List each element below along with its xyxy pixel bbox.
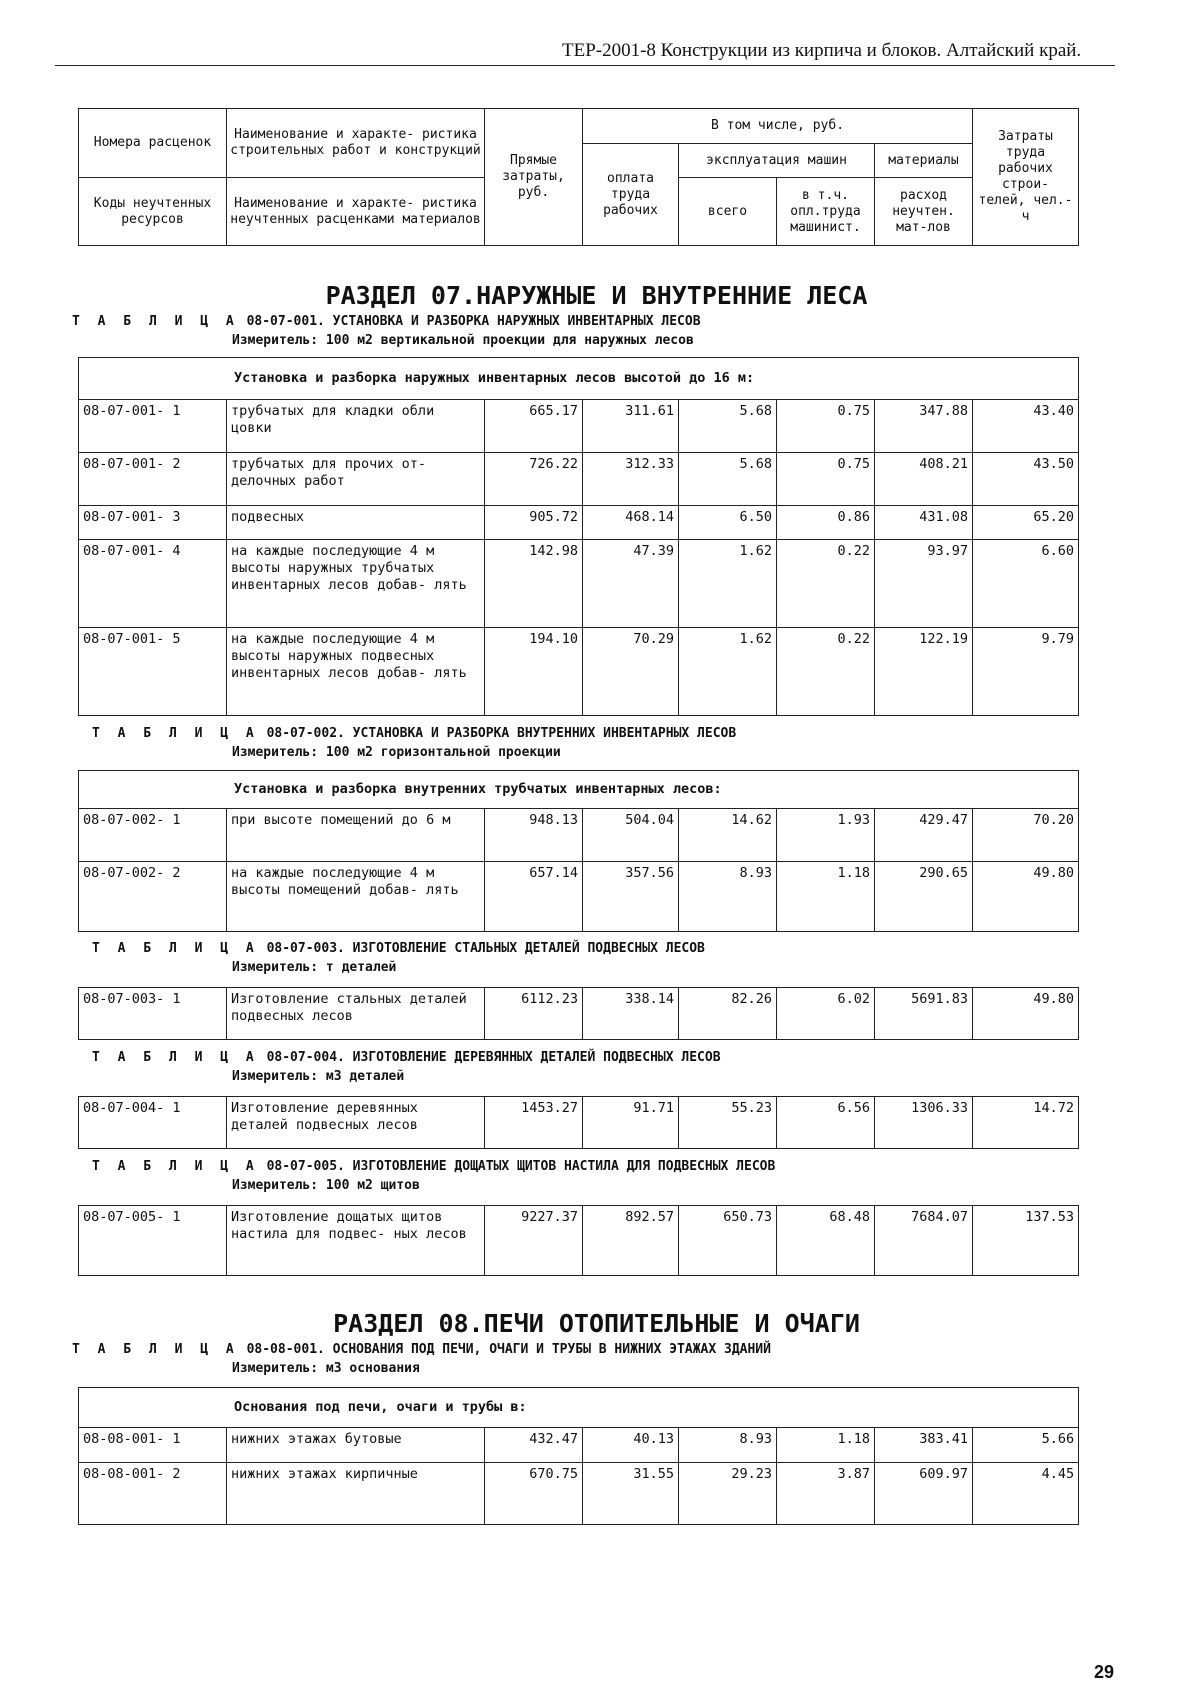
direct-costs: 657.14 [485, 862, 583, 932]
table-08-08-001-measure: Измеритель: м3 основания [232, 1361, 420, 1376]
labor-pay: 892.57 [583, 1206, 679, 1276]
header-labor-pay: оплата труда рабочих [583, 144, 679, 246]
materials: 5691.83 [875, 988, 973, 1040]
materials: 7684.07 [875, 1206, 973, 1276]
rate-code: 08-07-001- 4 [79, 540, 227, 628]
materials: 609.97 [875, 1463, 973, 1525]
header-direct-costs: Прямые затраты, руб. [485, 109, 583, 246]
work-name: при высоте помещений до 6 м [227, 809, 485, 862]
machines-total: 55.23 [679, 1097, 777, 1149]
table-08-07-004-measure: Измеритель: м3 деталей [232, 1069, 405, 1084]
table-08-07-003-measure: Измеритель: т деталей [232, 960, 397, 975]
header-name-bottom: Наименование и характе- ристика неучтенных расценками материалов [227, 178, 485, 246]
direct-costs: 948.13 [485, 809, 583, 862]
table-08-08-001 [78, 1387, 1079, 1525]
rate-code: 08-07-002- 1 [79, 809, 227, 862]
labor-hours: 65.20 [973, 506, 1079, 540]
labor-pay: 504.04 [583, 809, 679, 862]
table-08-07-001-measure: Измеритель: 100 м2 вертикальной проекции для наружных лесов [232, 333, 694, 348]
labor-hours: 4.45 [973, 1463, 1079, 1525]
table-08-07-001-caption: Т А Б Л И Ц А 08-07-001. УСТАНОВКА И РАЗБОРКА НАРУЖНЫХ ИНВЕНТАРНЫХ ЛЕСОВ [72, 314, 701, 329]
rate-code: 08-07-003- 1 [79, 988, 227, 1040]
rate-code: 08-07-004- 1 [79, 1097, 227, 1149]
table-08-07-002-measure: Измеритель: 100 м2 горизонтальной проекции [232, 745, 561, 760]
driver-pay: 68.48 [777, 1206, 875, 1276]
driver-pay: 1.18 [777, 1428, 875, 1463]
labor-pay: 40.13 [583, 1428, 679, 1463]
labor-pay: 31.55 [583, 1463, 679, 1525]
labor-hours: 49.80 [973, 862, 1079, 932]
work-name: трубчатых для прочих от- делочных работ [227, 453, 485, 506]
column-header-table [78, 108, 1079, 246]
materials: 290.65 [875, 862, 973, 932]
header-materials: материалы [875, 144, 973, 178]
work-name: Изготовление деревянных деталей подвесных лесов [227, 1097, 485, 1149]
header-incl-driver-pay: в т.ч. опл.труда машинист. [777, 178, 875, 246]
materials: 347.88 [875, 400, 973, 453]
machines-total: 29.23 [679, 1463, 777, 1525]
group-label: Установка и разборка внутренних трубчатых инвентарных лесов: [79, 771, 1079, 809]
direct-costs: 432.47 [485, 1428, 583, 1463]
table-08-08-001-caption: Т А Б Л И Ц А 08-08-001. ОСНОВАНИЯ ПОД ПЕЧИ, ОЧАГИ И ТРУБЫ В НИЖНИХ ЭТАЖАХ ЗДАНИЙ [72, 1342, 771, 1357]
driver-pay: 1.18 [777, 862, 875, 932]
table-row [79, 400, 1079, 453]
labor-pay: 468.14 [583, 506, 679, 540]
labor-hours: 137.53 [973, 1206, 1079, 1276]
labor-hours: 70.20 [973, 809, 1079, 862]
table-08-07-004-caption: Т А Б Л И Ц А 08-07-004. ИЗГОТОВЛЕНИЕ ДЕРЕВЯННЫХ ДЕТАЛЕЙ ПОДВЕСНЫХ ЛЕСОВ [92, 1050, 721, 1065]
labor-pay: 357.56 [583, 862, 679, 932]
labor-hours: 5.66 [973, 1428, 1079, 1463]
driver-pay: 0.22 [777, 628, 875, 716]
table-row [79, 453, 1079, 506]
work-name: на каждые последующие 4 м высоты наружных подвесных инвентарных лесов добав- лять [227, 628, 485, 716]
direct-costs: 9227.37 [485, 1206, 583, 1276]
header-labor-cost: Затраты труда рабочих строи- телей, чел.-ч [973, 109, 1079, 246]
table-08-07-005-caption: Т А Б Л И Ц А 08-07-005. ИЗГОТОВЛЕНИЕ ДОЩАТЫХ ЩИТОВ НАСТИЛА ДЛЯ ПОДВЕСНЫХ ЛЕСОВ [92, 1159, 776, 1174]
rate-code: 08-07-001- 1 [79, 400, 227, 453]
header-machines-total: всего [679, 178, 777, 246]
direct-costs: 670.75 [485, 1463, 583, 1525]
machines-total: 5.68 [679, 400, 777, 453]
driver-pay: 1.93 [777, 809, 875, 862]
table-row [79, 506, 1079, 540]
labor-hours: 6.60 [973, 540, 1079, 628]
direct-costs: 1453.27 [485, 1097, 583, 1149]
driver-pay: 0.75 [777, 400, 875, 453]
direct-costs: 194.10 [485, 628, 583, 716]
direct-costs: 726.22 [485, 453, 583, 506]
table-08-07-002 [78, 770, 1079, 932]
machines-total: 14.62 [679, 809, 777, 862]
table-row [79, 862, 1079, 932]
direct-costs: 6112.23 [485, 988, 583, 1040]
work-name: Изготовление стальных деталей подвесных лесов [227, 988, 485, 1040]
labor-pay: 70.29 [583, 628, 679, 716]
work-name: нижних этажах бутовые [227, 1428, 485, 1463]
direct-costs: 142.98 [485, 540, 583, 628]
table-08-07-003-caption: Т А Б Л И Ц А 08-07-003. ИЗГОТОВЛЕНИЕ СТАЛЬНЫХ ДЕТАЛЕЙ ПОДВЕСНЫХ ЛЕСОВ [92, 941, 705, 956]
labor-pay: 91.71 [583, 1097, 679, 1149]
materials: 408.21 [875, 453, 973, 506]
rate-code: 08-07-002- 2 [79, 862, 227, 932]
direct-costs: 905.72 [485, 506, 583, 540]
header-codes-bottom: Коды неучтенных ресурсов [79, 178, 227, 246]
driver-pay: 6.56 [777, 1097, 875, 1149]
driver-pay: 0.22 [777, 540, 875, 628]
header-machines: эксплуатация машин [679, 144, 875, 178]
head-rule [55, 65, 1115, 66]
running-head: ТЕР-2001-8 Конструкции из кирпича и блоков. Алтайский край. [562, 40, 1082, 61]
header-material-consumption: расход неучтен. мат-лов [875, 178, 973, 246]
driver-pay: 3.87 [777, 1463, 875, 1525]
header-name-top: Наименование и характе- ристика строительных работ и конструкций [227, 109, 485, 178]
labor-pay: 47.39 [583, 540, 679, 628]
materials: 1306.33 [875, 1097, 973, 1149]
table-row [79, 1206, 1079, 1276]
work-name: трубчатых для кладки обли цовки [227, 400, 485, 453]
rate-code: 08-07-005- 1 [79, 1206, 227, 1276]
driver-pay: 0.75 [777, 453, 875, 506]
machines-total: 6.50 [679, 506, 777, 540]
work-name: подвесных [227, 506, 485, 540]
section-07-title: РАЗДЕЛ 07.НАРУЖНЫЕ И ВНУТРЕННИЕ ЛЕСА [325, 281, 868, 310]
labor-hours: 14.72 [973, 1097, 1079, 1149]
page-number: 29 [1094, 1662, 1115, 1682]
table-row [79, 628, 1079, 716]
machines-total: 8.93 [679, 1428, 777, 1463]
rate-code: 08-08-001- 2 [79, 1463, 227, 1525]
table-08-07-003 [78, 987, 1079, 1040]
labor-pay: 338.14 [583, 988, 679, 1040]
labor-hours: 43.50 [973, 453, 1079, 506]
rate-code: 08-07-001- 5 [79, 628, 227, 716]
work-name: Изготовление дощатых щитов настила для подвес- ных лесов [227, 1206, 485, 1276]
labor-hours: 43.40 [973, 400, 1079, 453]
work-name: на каждые последующие 4 м высоты наружных трубчатых инвентарных лесов добав- лять [227, 540, 485, 628]
group-label: Основания под печи, очаги и трубы в: [79, 1388, 1079, 1428]
table-08-07-005 [78, 1205, 1079, 1276]
machines-total: 5.68 [679, 453, 777, 506]
table-row [79, 540, 1079, 628]
table-08-07-004 [78, 1096, 1079, 1149]
machines-total: 1.62 [679, 540, 777, 628]
table-row [79, 1428, 1079, 1463]
machines-total: 1.62 [679, 628, 777, 716]
labor-pay: 311.61 [583, 400, 679, 453]
section-08-title: РАЗДЕЛ 08.ПЕЧИ ОТОПИТЕЛЬНЫЕ И ОЧАГИ [333, 1309, 860, 1338]
driver-pay: 6.02 [777, 988, 875, 1040]
work-name: на каждые последующие 4 м высоты помещений добав- лять [227, 862, 485, 932]
machines-total: 8.93 [679, 862, 777, 932]
table-row [79, 988, 1079, 1040]
materials: 429.47 [875, 809, 973, 862]
table-08-07-002-caption: Т А Б Л И Ц А 08-07-002. УСТАНОВКА И РАЗБОРКА ВНУТРЕННИХ ИНВЕНТАРНЫХ ЛЕСОВ [92, 726, 737, 741]
table-row [79, 809, 1079, 862]
table-08-07-005-measure: Измеритель: 100 м2 щитов [232, 1178, 420, 1193]
table-08-07-001 [78, 357, 1079, 716]
rate-code: 08-07-001- 2 [79, 453, 227, 506]
rate-code: 08-08-001- 1 [79, 1428, 227, 1463]
table-row [79, 1463, 1079, 1525]
rate-code: 08-07-001- 3 [79, 506, 227, 540]
table-row [79, 1097, 1079, 1149]
machines-total: 82.26 [679, 988, 777, 1040]
materials: 383.41 [875, 1428, 973, 1463]
machines-total: 650.73 [679, 1206, 777, 1276]
labor-pay: 312.33 [583, 453, 679, 506]
materials: 122.19 [875, 628, 973, 716]
header-codes-top: Номера расценок [79, 109, 227, 178]
materials: 93.97 [875, 540, 973, 628]
group-label: Установка и разборка наружных инвентарных лесов высотой до 16 м: [79, 358, 1079, 400]
labor-hours: 49.80 [973, 988, 1079, 1040]
direct-costs: 665.17 [485, 400, 583, 453]
work-name: нижних этажах кирпичные [227, 1463, 485, 1525]
materials: 431.08 [875, 506, 973, 540]
labor-hours: 9.79 [973, 628, 1079, 716]
driver-pay: 0.86 [777, 506, 875, 540]
header-including: В том числе, руб. [583, 109, 973, 144]
